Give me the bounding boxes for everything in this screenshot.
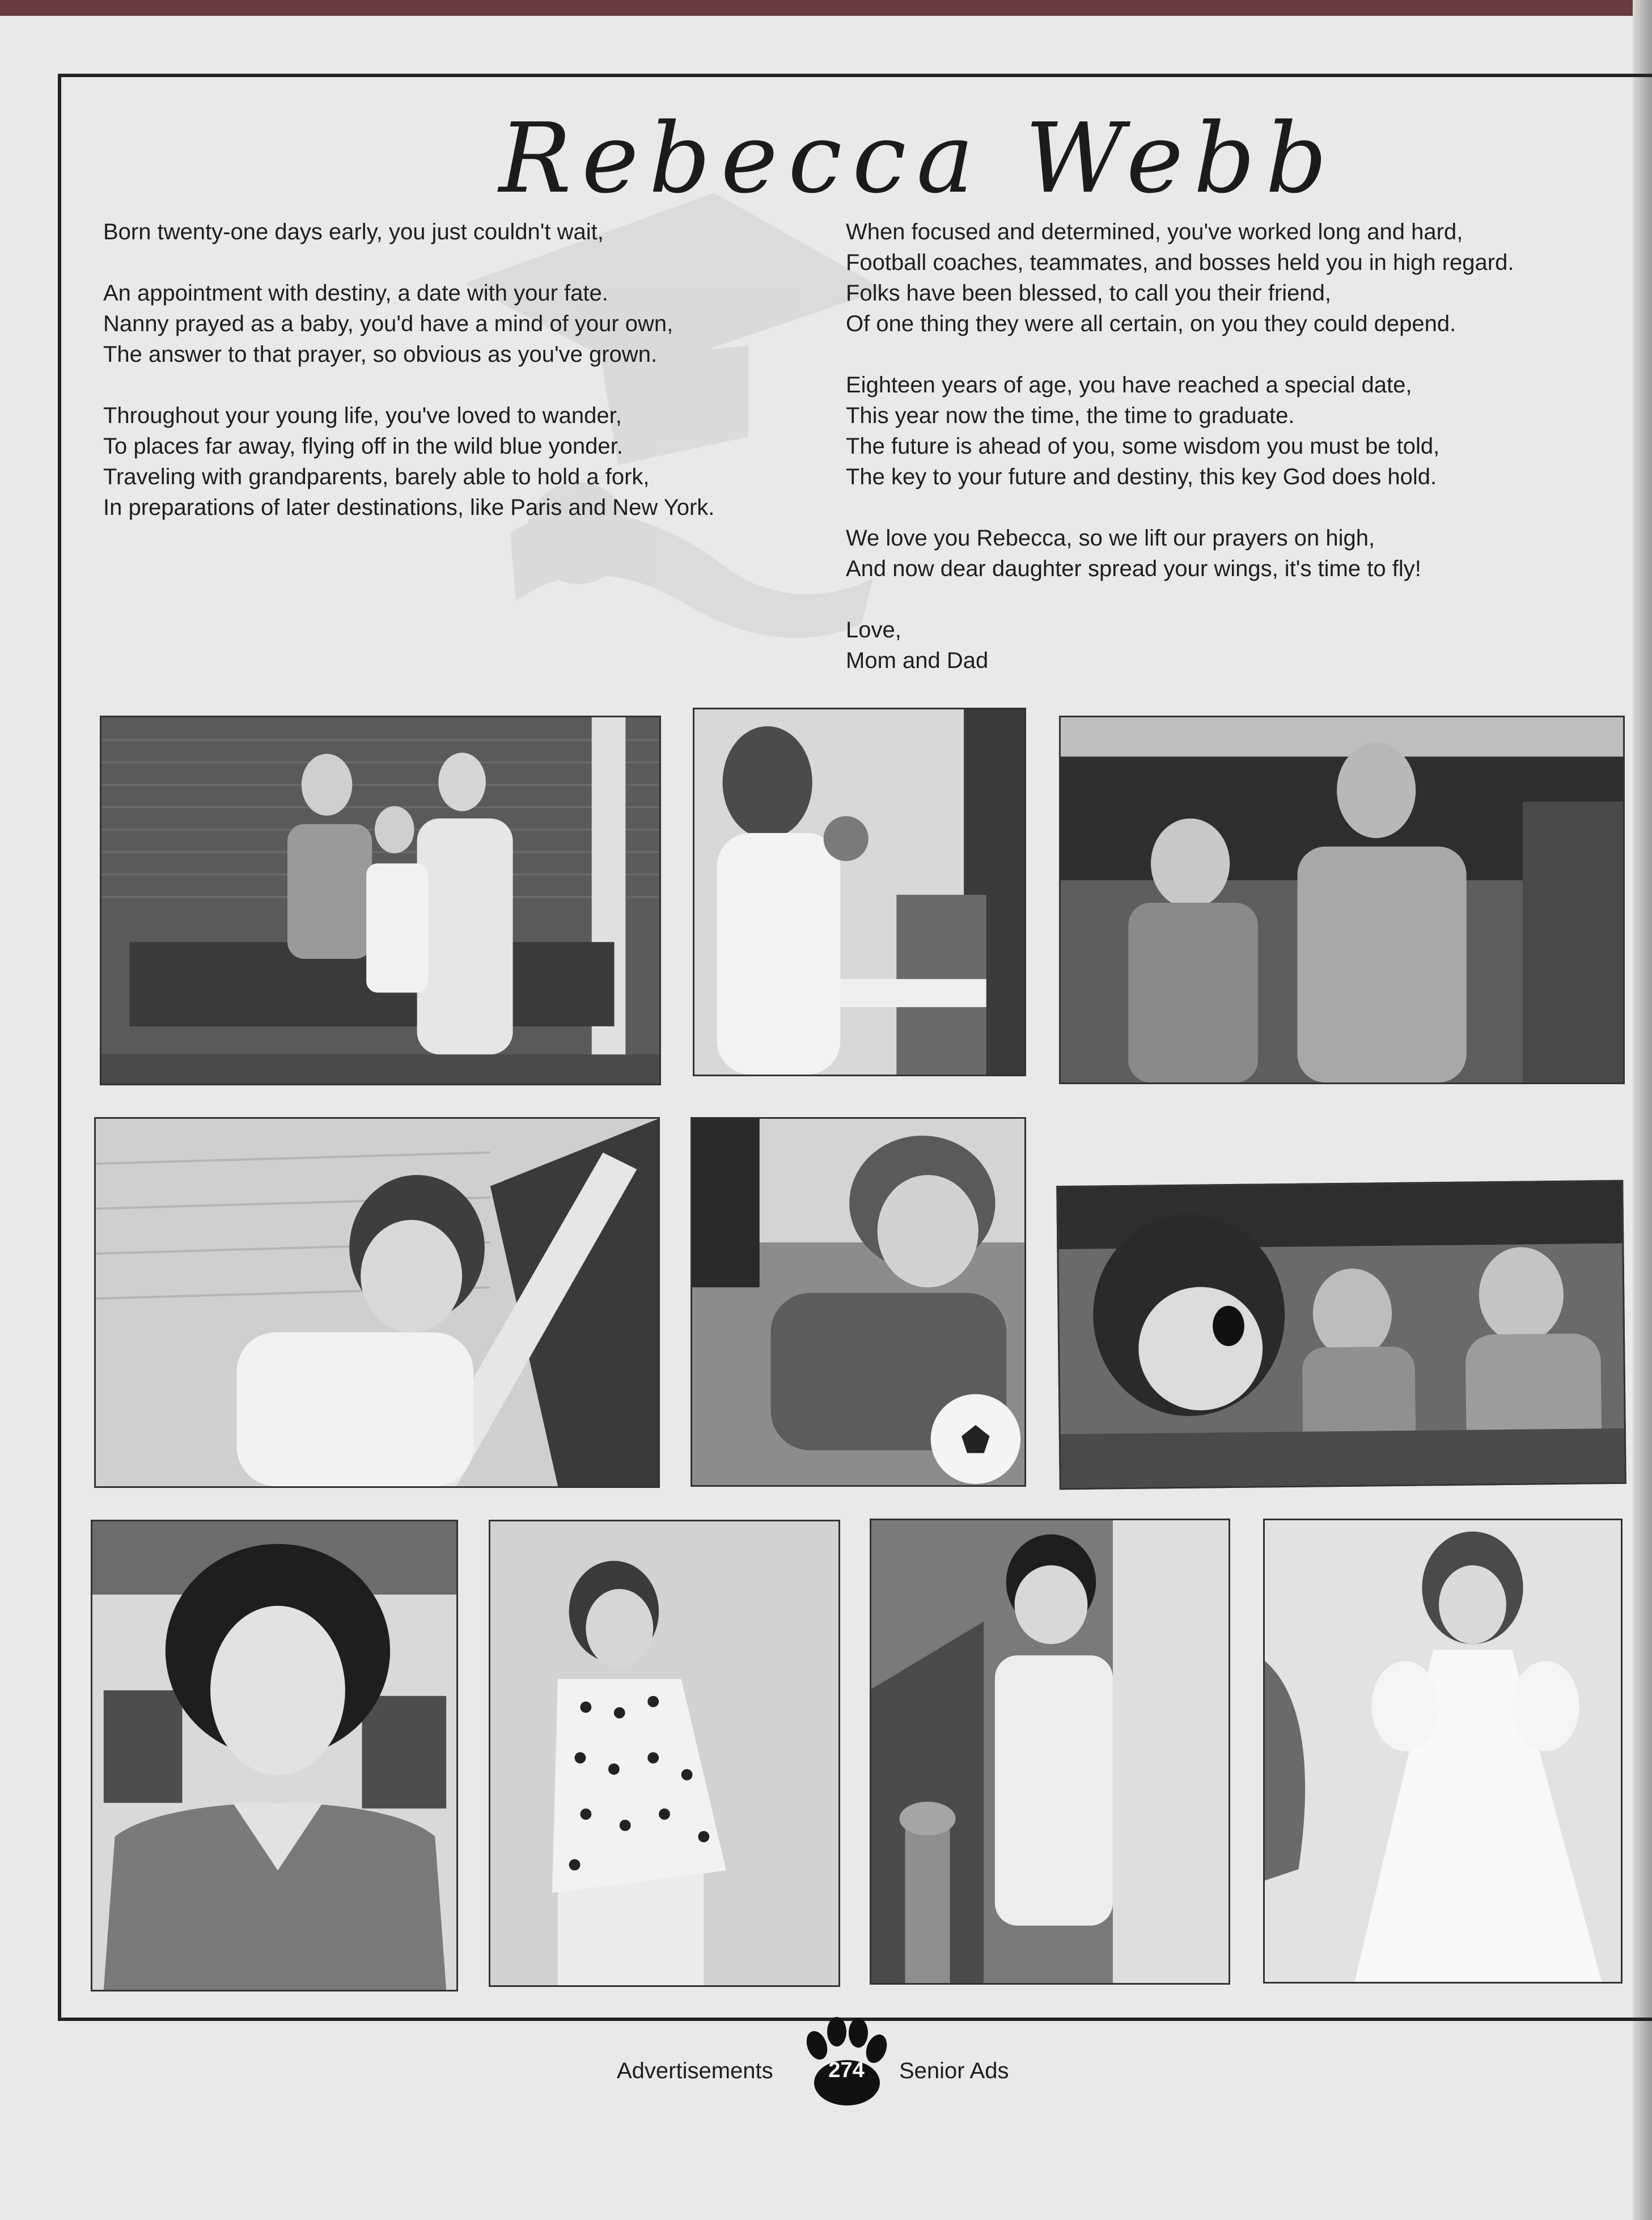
- poem-right-stanza: [846, 615, 1628, 676]
- poem-line: An appointment with destiny, a date with your fate.: [103, 281, 608, 306]
- photo-overalls-stairs: [870, 1519, 1230, 1985]
- poem-line: Love,: [846, 618, 901, 642]
- poem-line: In preparations of later destinations, like Paris and New York.: [103, 495, 715, 520]
- poem-left-stanza: [103, 278, 840, 370]
- poem-line: Born twenty-one days early, you just couldn't wait,: [103, 219, 604, 244]
- photo-amusement-park: [1059, 716, 1625, 1084]
- poem-line: The key to your future and destiny, this key God does hold.: [846, 464, 1437, 489]
- poem-line: Eighteen years of age, you have reached a special date,: [846, 373, 1412, 398]
- photo-polka-dot-dress: [489, 1520, 840, 1987]
- poem-line: Mom and Dad: [846, 648, 989, 673]
- poem-line: Football coaches, teammates, and bosses held you in high regard.: [846, 250, 1514, 275]
- photo-white-gown: [1263, 1519, 1623, 1984]
- poem-line: Throughout your young life, you've loved to wander,: [103, 403, 622, 428]
- poem-line: And now dear daughter spread your wings, it's time to fly!: [846, 556, 1421, 581]
- photo-goofy-ride: [1056, 1180, 1626, 1490]
- poem-line: Nanny prayed as a baby, you'd have a mind of your own,: [103, 311, 673, 336]
- poem-left-stanza: [103, 400, 840, 523]
- poem-line: We love you Rebecca, so we lift our prayers on high,: [846, 526, 1375, 551]
- poem-line: Folks have been blessed, to call you their friend,: [846, 281, 1332, 306]
- footer-section-advertisements: Advertisements: [617, 2058, 773, 2083]
- footer-section-senior-ads: Senior Ads: [899, 2058, 1009, 2083]
- poem-line: The future is ahead of you, some wisdom you must be told,: [846, 434, 1440, 459]
- poem-left-column: [103, 217, 840, 553]
- photo-piano: [693, 708, 1026, 1076]
- poem-line: When focused and determined, you've worked long and hard,: [846, 219, 1463, 244]
- poem-right-stanza: [846, 217, 1628, 339]
- poem-line: Of one thing they were all certain, on you they could depend.: [846, 311, 1456, 336]
- photo-soccer-ball: [691, 1117, 1026, 1487]
- photo-senior-portrait: [91, 1520, 458, 1991]
- page-number: 274: [828, 2058, 865, 2082]
- poem-right-column: [846, 217, 1628, 707]
- poem-line: Traveling with grandparents, barely able to hold a fork,: [103, 464, 650, 489]
- poem-line: The answer to that prayer, so obvious as you've grown.: [103, 342, 658, 367]
- top-edge-band: [0, 0, 1652, 16]
- photo-grandparents-bench: [100, 716, 661, 1085]
- poem-right-stanza: [846, 370, 1628, 492]
- poem-left-stanza: [103, 217, 840, 247]
- page-title: Rebecca Webb: [499, 103, 1337, 215]
- poem-right-stanza: [846, 523, 1628, 584]
- poem-line: To places far away, flying off in the wild blue yonder.: [103, 434, 623, 459]
- poem-line: This year now the time, the time to graduate.: [846, 403, 1295, 428]
- photo-porch-railing: [94, 1117, 660, 1488]
